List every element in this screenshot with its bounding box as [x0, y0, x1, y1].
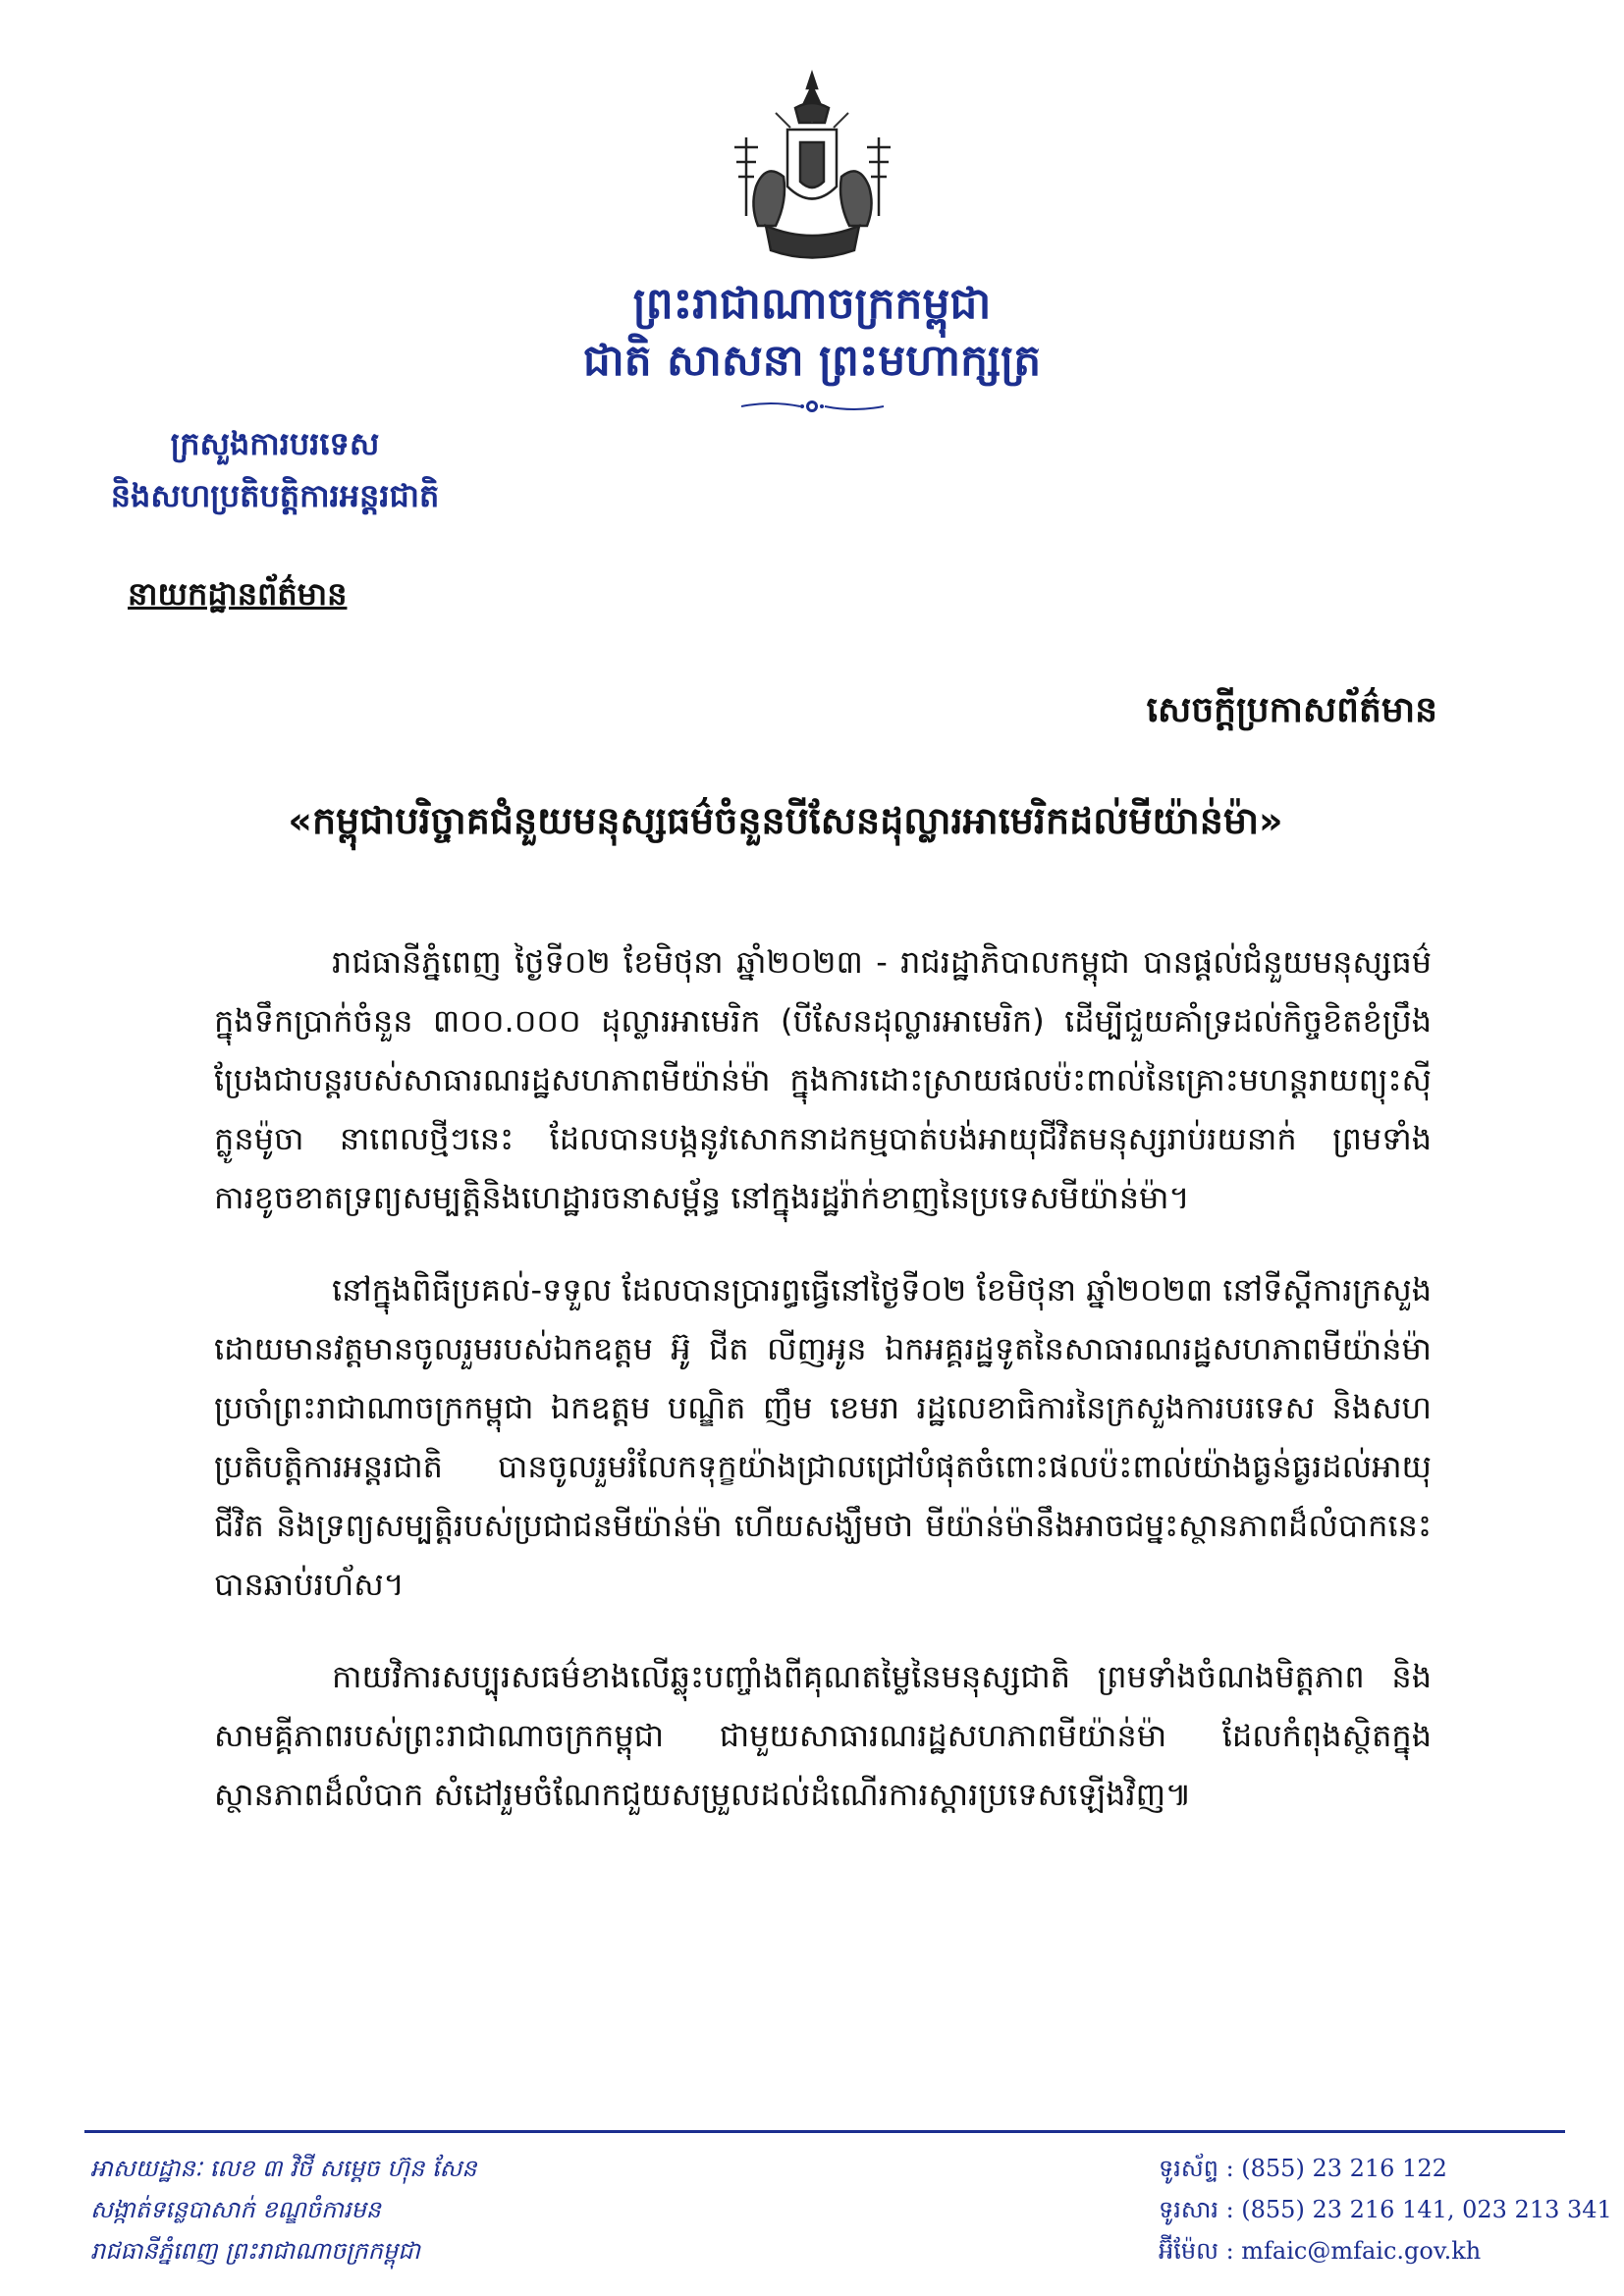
footer-contacts	[1159, 2148, 1612, 2271]
press-headline: «កម្ពុជាបរិច្ចាគជំនួយមនុស្សធម៌ចំនួនបីសែនដុល្លារអាមេរិកដល់មីយ៉ាន់ម៉ា»	[288, 799, 1283, 842]
department-name: នាយកដ្ឋានព័ត៌មាន	[128, 575, 348, 613]
footer-address	[90, 2148, 477, 2271]
address-line-1: អាសយដ្ឋានៈ លេខ ៣ វិថី សម្តេច ហ៊ុន សែន	[90, 2155, 477, 2182]
press-body	[214, 933, 1432, 1857]
footer-divider	[84, 2130, 1565, 2133]
kingdom-title: ព្រះរាជាណាចក្រកម្ពុជា	[632, 279, 992, 329]
ministry-name-line2: និងសហប្រតិបត្តិការអន្តរជាតិ	[110, 477, 440, 514]
address-line-3: រាជធានីភ្នំពេញ ព្រះរាជាណាចក្រកម្ពុជា	[90, 2237, 420, 2265]
ministry-name-line1: ក្រសួងការបរទេស	[170, 425, 380, 462]
press-release-label: សេចក្តីប្រកាសព័ត៌មាន	[1146, 690, 1437, 730]
contact-email[interactable]: អ៊ីម៉ែល : mfaic@mfaic.gov.kh	[1159, 2237, 1482, 2265]
body-paragraph-3: កាយវិការសប្បុរសធម៌ខាងលើឆ្លុះបញ្ចាំងពីគុណតម្លៃនៃមនុស្សជាតិ ព្រមទាំងចំណងមិត្តភាព និងសាមគ្គីភាពរបស់ព្រះរាជាណាចក្រកម្ពុជា ជាមួយសាធារណរដ្ឋសហភាពមីយ៉ាន់ម៉ា ដែលកំពុងស្ថិតក្នុងស្ថានភាពដ៏លំបាក សំដៅរួមចំណែកជួយសម្រួលដល់ដំណើរការស្តារប្រទេសឡើងវិញ៕	[214, 1658, 1432, 1813]
contact-fax: ទូរសារ : (855) 23 216 141, 023 213 341	[1159, 2196, 1612, 2223]
address-line-2: សង្កាត់ទន្លេបាសាក់ ខណ្ឌចំការមន	[90, 2196, 381, 2223]
contact-phone: ទូរស័ព្ទ : (855) 23 216 122	[1159, 2155, 1447, 2182]
national-motto: ជាតិ សាសនា ព្រះមហាក្សត្រ	[582, 336, 1042, 386]
ornament-divider-icon	[741, 397, 884, 416]
royal-arms-emblem-icon	[707, 69, 918, 270]
body-paragraph-2: នៅក្នុងពិធីប្រគល់-ទទួល ដែលបានប្រារព្ធធ្វើនៅថ្ងៃទី០២ ខែមិថុនា ឆ្នាំ២០២៣ នៅទីស្តីការក្រសួង ដោយមានវត្តមានចូលរួមរបស់ឯកឧត្តម អ៊ូ ជីត លីញអូន ឯកអគ្គរដ្ឋទូតនៃសាធារណរដ្ឋសហភាពមីយ៉ាន់ម៉ា ប្រចាំព្រះរាជាណាចក្រកម្ពុជា ឯកឧត្តម បណ្ឌិត ញឹម ខេមរា រដ្ឋលេខាធិការនៃក្រសួងការបរទេស និងសហប្រតិបត្តិការអន្តរជាតិ បានចូលរួមរំលែកទុក្ខយ៉ាងជ្រាលជ្រៅបំផុតចំពោះផលប៉ះពាល់យ៉ាងធ្ងន់ធ្ងរដល់អាយុជីវិត និងទ្រព្យសម្បត្តិរបស់ប្រជាជនមីយ៉ាន់ម៉ា ហើយសង្ឃឹមថា មីយ៉ាន់ម៉ានឹងអាចជម្នះស្ថានភាពដ៏លំបាកនេះ បានឆាប់រហ័ស។	[214, 1271, 1432, 1603]
body-paragraph-1: រាជធានីភ្នំពេញ ថ្ងៃទី០២ ខែមិថុនា ឆ្នាំ២០២៣ - រាជរដ្ឋាភិបាលកម្ពុជា បានផ្តល់ជំនួយមនុស្សធម៌ក្នុងទឹកប្រាក់ចំនួន ៣០០.០០០ ដុល្លារអាមេរិក (បីសែនដុល្លារអាមេរិក) ដើម្បីជួយគាំទ្រដល់កិច្ចខិតខំប្រឹងប្រែងជាបន្តរបស់សាធារណរដ្ឋសហភាពមីយ៉ាន់ម៉ា ក្នុងការដោះស្រាយផលប៉ះពាល់នៃគ្រោះមហន្តរាយព្យុះស៊ីក្លូនម៉ូចា នាពេលថ្មីៗនេះ ដែលបានបង្កនូវសោកនាដកម្មបាត់បង់អាយុជីវិតមនុស្សរាប់រយនាក់ ព្រមទាំងការខូចខាតទ្រព្យសម្បត្តិនិងហេដ្ឋារចនាសម្ព័ន្ធ នៅក្នុងរដ្ឋរ៉ាក់ខាញនៃប្រទេសមីយ៉ាន់ម៉ា។	[214, 943, 1432, 1216]
